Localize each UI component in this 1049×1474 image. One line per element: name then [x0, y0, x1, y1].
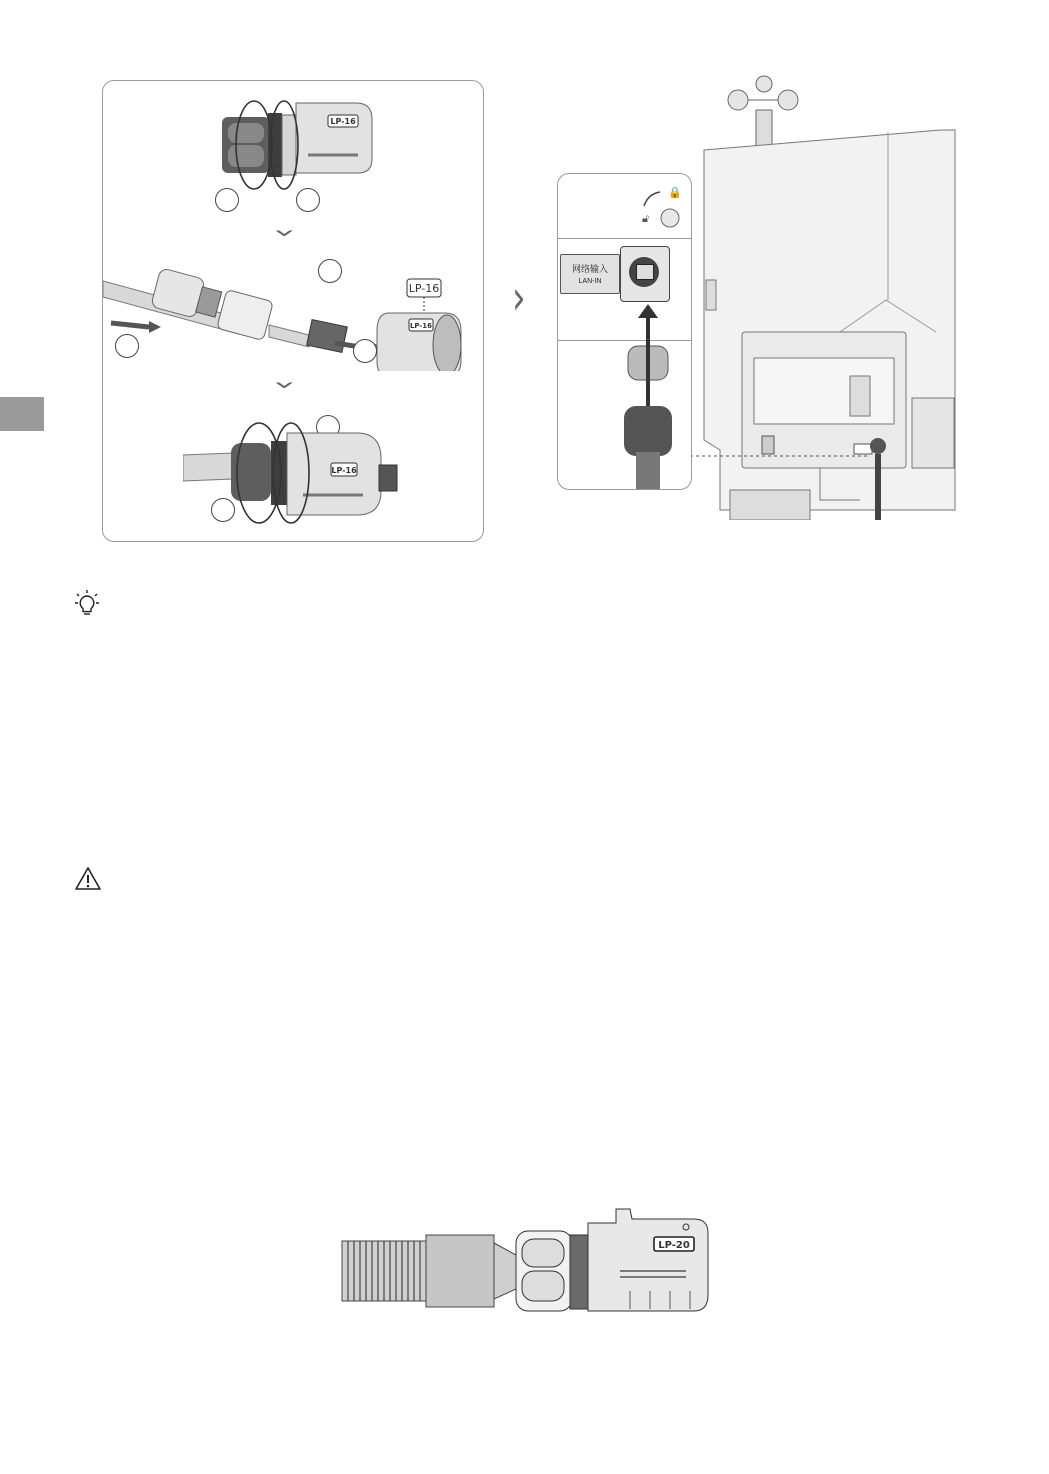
lp16-label-step1: LP-16 — [330, 117, 356, 126]
callout-leader-line — [688, 448, 878, 468]
corrugated-hose — [342, 1241, 428, 1301]
step-number-3b — [211, 498, 235, 522]
lp16-connector-top-illustration — [208, 93, 388, 193]
lan-in-label-cn: 网络输入 — [571, 264, 608, 274]
lp16-label-step3: LP-16 — [331, 466, 357, 475]
lan-in-label-en: LAN-IN — [578, 278, 602, 285]
lan-in-label-plate — [560, 254, 620, 294]
step-number-1a — [215, 188, 239, 212]
chapter-tab — [0, 397, 44, 431]
chevron-down-icon: › — [263, 228, 309, 238]
lp16-label-step2: LP-16 — [409, 322, 433, 330]
lp20-connector-illustration — [340, 1205, 720, 1320]
cable-insertion-illustration — [103, 261, 481, 371]
assembly-steps-panel — [102, 80, 484, 542]
step-number-2b — [115, 334, 139, 358]
lan-port-callout — [557, 173, 692, 490]
chevron-right-icon: › — [512, 270, 526, 326]
lightbulb-icon — [74, 589, 100, 617]
lp16-tag: LP-16 — [408, 282, 440, 295]
insert-arrow — [618, 302, 678, 490]
lp20-label: LP-20 — [658, 1240, 690, 1251]
lock-icon: 🔒 — [668, 187, 682, 199]
chevron-down-icon: › — [263, 380, 309, 390]
lan-in-port[interactable] — [620, 246, 670, 302]
unlock-icon: 🔓︎ — [642, 212, 650, 225]
step-number-1b — [296, 188, 320, 212]
step-number-2c — [353, 339, 377, 363]
warning-triangle-icon — [74, 866, 102, 892]
